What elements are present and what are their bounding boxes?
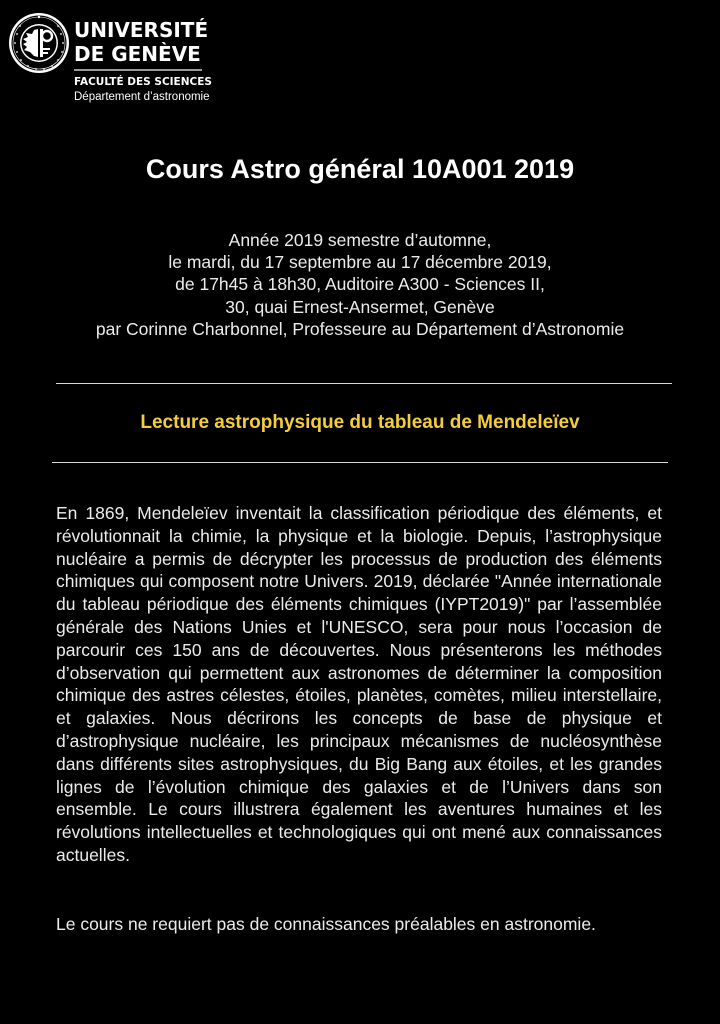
course-abstract: En 1869, Mendeleïev inventait la classification périodique des éléments, et révolutionnait la chimie, la physique et la biologie. Depuis, l’astrophysique nucléaire a permis de décrypter les processus de production des éléments chimiques qui composent notre Univers. 2019, déclarée "Année internationale du tableau périodique des éléments chimiques (IYPT2019)" par l’assemblée générale des Nations Unies et l'UNESCO, sera pour nous l’occasion de parcourir ces 150 ans de découvertes. Nous présenterons les méthodes d’observation qui permettent aux astronomes de déterminer la composition chimique des astres célestes, étoiles, planètes, comètes, milieu interstellaire, et galaxies. Nous décrirons les concepts de base de physique et d’astrophysique nucléaire, les principaux mécanismes de nucléosynthèse dans différents sites astrophysiques, du Big Bang aux étoiles, et les grandes lignes de l’évolution chimique des galaxies et de l’Univers dans son ensemble. Le cours illustrera également les aventures humaines et les révolutions intellectuelles et technologiques qui ont mené aux connaissances actuelles. bbox=[56, 503, 662, 865]
divider-bottom bbox=[52, 462, 668, 463]
course-info bbox=[0, 229, 720, 340]
course-title: Cours Astro général 10A001 2019 bbox=[145, 154, 575, 184]
logo-divider bbox=[74, 69, 202, 71]
course-info-line: 30, quai Ernest-Ansermet, Genève bbox=[225, 296, 495, 317]
university-name-line1: UNIVERSITÉ bbox=[74, 18, 209, 42]
course-subtitle: Lecture astrophysique du tableau de Mendeleïev bbox=[140, 412, 580, 433]
university-name bbox=[74, 18, 208, 66]
course-info-line: Année 2019 semestre d’automne, bbox=[228, 230, 492, 250]
course-info-line: le mardi, du 17 septembre au 17 décembre 2019, bbox=[168, 252, 552, 273]
course-info-line: de 17h45 à 18h30, Auditoire A300 - Sciences II, bbox=[175, 274, 545, 295]
faculty-name: FACULTÉ DES SCIENCES bbox=[74, 76, 212, 88]
university-seal-icon bbox=[8, 12, 70, 74]
course-info-line: par Corinne Charbonnel, Professeure au Département d’Astronomie bbox=[95, 318, 625, 339]
divider-top bbox=[56, 383, 672, 384]
university-name-line2: DE GENÈVE bbox=[74, 42, 201, 66]
prerequisite-note: Le cours ne requiert pas de connaissances préalables en astronomie. bbox=[56, 914, 596, 934]
department-name: Département d’astronomie bbox=[74, 91, 210, 103]
